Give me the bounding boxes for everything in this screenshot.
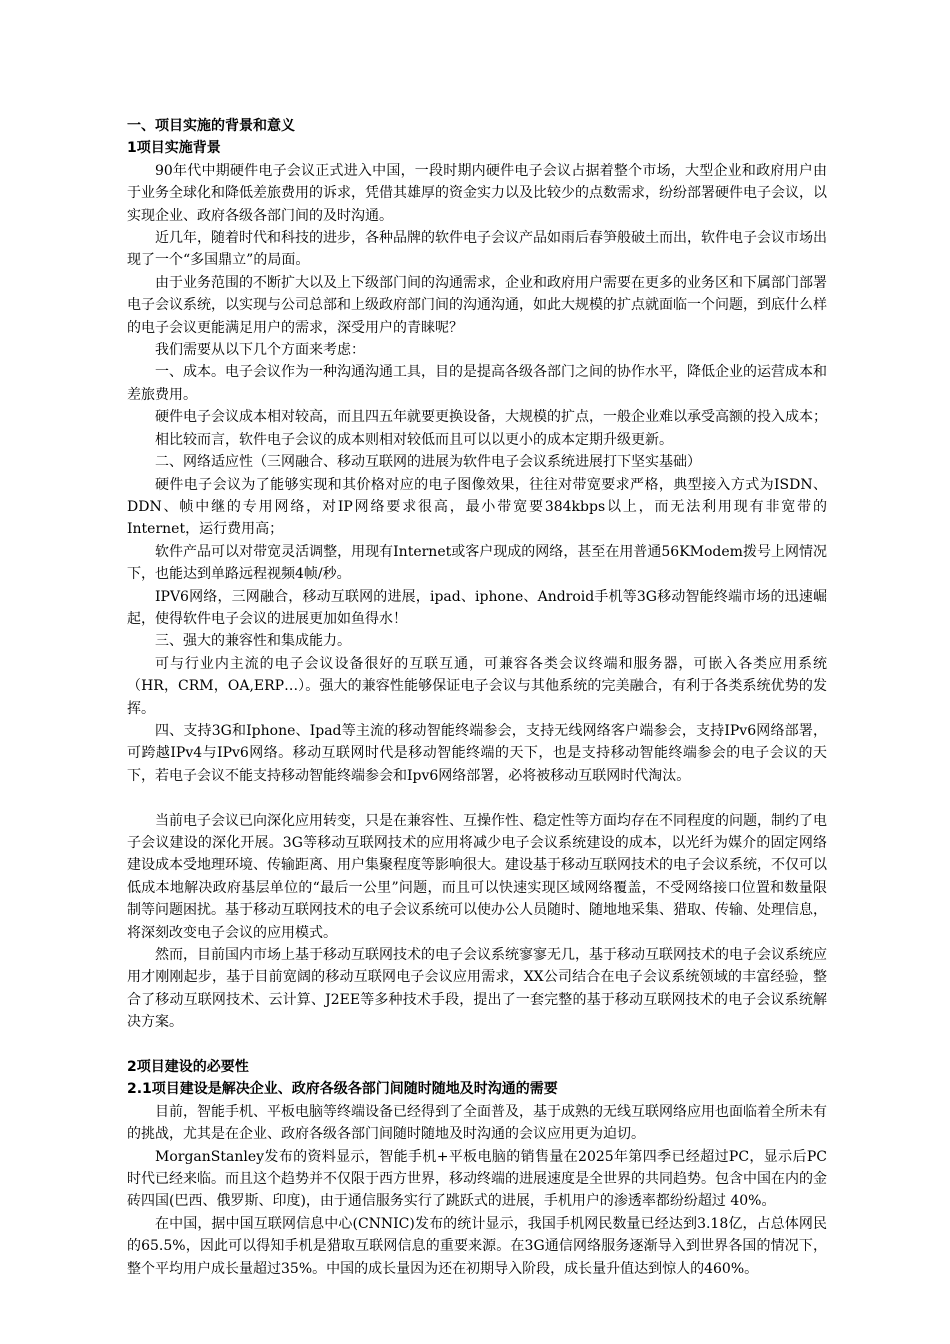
paragraph: 由于业务范围的不断扩大以及上下级部门间的沟通需求，企业和政府用户需要在更多的业务区和下属部门部署电子会议系统，以实现与公司总部和上级政府部门间的沟通沟通，如此大规模的扩点就面临一个问题，到底什么样的电子会议更能满足用户的需求，深受用户的青睐呢？: [127, 274, 827, 336]
paragraph: MorganStanley发布的资料显示，智能手机+平板电脑的销售量在2025年第四季已经超过PC，显示后PC时代已经来临。而且这个趋势并不仅限于西方世界，移动终端的进展速度是全世界的共同趋势。包含中国在内的金砖四国(巴西、俄罗斯、印度)，由于通信服务实行了跳跃式的进展，手机用户的渗透率都纷纷超过 40%。: [127, 1148, 827, 1210]
section-heading: 一、项目实施的背景和意义: [127, 118, 295, 134]
paragraph: IPV6网络，三网融合，移动互联网的进展，ipad、iphone、Android手机等3G移动智能终端市场的迅速崛起，使得软件电子会议的进展更加如鱼得水！: [127, 588, 827, 627]
paragraph: 硬件电子会议成本相对较高，而且四五年就要更换设备，大规模的扩点，一般企业难以承受高额的投入成本；: [155, 409, 827, 426]
document-page: [127, 115, 827, 1280]
section-heading: 2项目建设的必要性: [127, 1059, 249, 1076]
paragraph: 我们需要从以下几个方面来考虑：: [155, 342, 365, 359]
paragraph: 相比较而言，软件电子会议的成本则相对较低而且可以以更小的成本定期升级更新。: [155, 431, 673, 448]
paragraph: 然而，目前国内市场上基于移动互联网技术的电子会议系统寥寥无几，基于移动互联网技术的电子会议系统应用才刚刚起步，基于目前宽阔的移动互联网电子会议应用需求，XX公司结合在电子会议系统领域的丰富经验，整合了移动互联网技术、云计算、J2EE等多种技术手段，提出了一套完整的基于移动互联网技术的电子会议系统解决方案。: [127, 947, 827, 1031]
subsection-heading: 1项目实施背景: [127, 140, 221, 157]
paragraph: 近几年，随着时代和科技的进步，各种品牌的软件电子会议产品如雨后春笋般破土而出，软件电子会议市场出现了一个“多国鼎立”的局面。: [127, 230, 827, 269]
blank-line: [127, 1034, 827, 1056]
paragraph: 在中国，据中国互联网信息中心(CNNIC)发布的统计显示，我国手机网民数量已经达到3.18亿，占总体网民的65.5%，因此可以得知手机是猎取互联网信息的重要来源。在3G通信网络服务逐渐导入到世界各国的情况下，整个平均用户成长量超过35%。中国的成长量因为还在初期导入阶段，成长量升值达到惊人的460%。: [127, 1215, 827, 1277]
paragraph: 软件产品可以对带宽灵活调整，用现有Internet或客户现成的网络，甚至在用普通56KModem拨号上网情况下，也能达到单路远程视频4帧/秒。: [127, 543, 827, 583]
blank-line: [127, 787, 827, 809]
paragraph: 目前，智能手机、平板电脑等终端设备已经得到了全面普及，基于成熟的无线互联网络应用也面临着全所未有的挑战，尤其是在企业、政府各级各部门间随时随地及时沟通的会议应用更为迫切。: [127, 1103, 827, 1143]
paragraph: 四、支持3G和Iphone、Ipad等主流的移动智能终端参会，支持无线网络客户端参会，支持IPv6网络部署，可跨越IPv4与IPv6网络。移动互联网时代是移动智能终端的天下，也是支持移动智能终端参会的电子会议的天下，若电子会议不能支持移动智能终端参会和Ipv6网络部署，必将被移动互联网时代淘汰。: [127, 722, 827, 784]
paragraph: 当前电子会议已向深化应用转变，只是在兼容性、互操作性、稳定性等方面均存在不同程度的问题，制约了电子会议建设的深化开展。3G等移动互联网技术的应用将减少电子会议系统建设的成本，以光纤为媒介的固定网络建设成本受地理环境、传输距离、用户集聚程度等影响很大。建设基于移动互联网技术的电子会议系统，不仅可以低成本地解决政府基层单位的“最后一公里”问题，而且可以快速实现区域网络覆盖，不受网络接口位置和数量限制等问题困扰。基于移动互联网技术的电子会议系统可以使办公人员随时、随地地采集、猎取、传输、处理信息，将深刻改变电子会议的应用模式。: [127, 812, 827, 941]
paragraph: 硬件电子会议为了能够实现和其价格对应的电子图像效果，往往对带宽要求严格，典型接入方式为ISDN、DDN、帧中继的专用网络，对IP网络要求很高，最小带宽要384kbps以上，而无法利用现有非宽带的Internet，运行费用高；: [127, 476, 827, 538]
paragraph: 90年代中期硬件电子会议正式进入中国，一段时期内硬件电子会议占据着整个市场，大型企业和政府用户由于业务全球化和降低差旅费用的诉求，凭借其雄厚的资金实力以及比较少的点数需求，纷纷部署硬件电子会议，以实现企业、政府各级各部门间的及时沟通。: [127, 162, 827, 224]
subsection-heading: 2.1项目建设是解决企业、政府各级各部门间随时随地及时沟通的需要: [127, 1081, 558, 1098]
paragraph: 三、强大的兼容性和集成能力。: [155, 633, 351, 650]
paragraph: 可与行业内主流的电子会议设备很好的互联互通，可兼容各类会议终端和服务器，可嵌入各类应用系统（HR，CRM，OA,ERP…）。强大的兼容性能够保证电子会议与其他系统的完美融合，有利于各类系统优势的发挥。: [127, 655, 827, 717]
paragraph: 二、网络适应性（三网融合、移动互联网的进展为软件电子会议系统进展打下坚实基础）: [155, 454, 701, 471]
paragraph: 一、成本。电子会议作为一种沟通沟通工具，目的是提高各级各部门之间的协作水平，降低企业的运营成本和差旅费用。: [127, 364, 827, 403]
